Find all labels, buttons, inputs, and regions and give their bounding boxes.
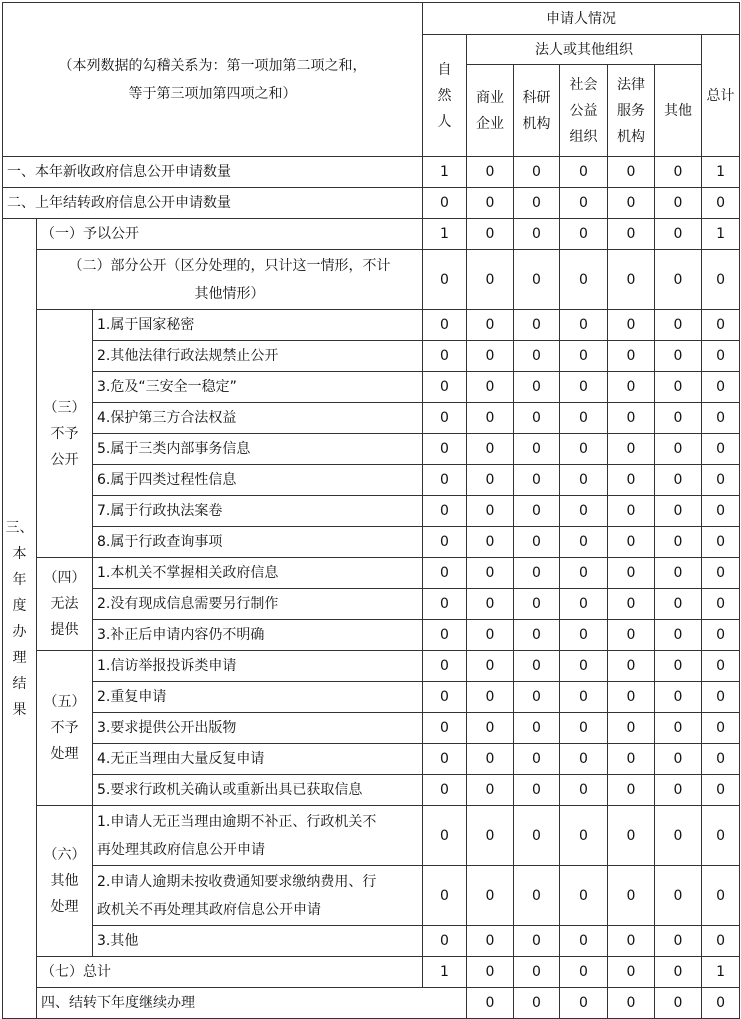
value-cell: 1 [702,957,740,988]
value-cell: 0 [514,806,560,866]
header-commercial: 商业 企业 [467,65,514,157]
value-cell: 0 [423,866,467,926]
value-cell: 0 [467,250,514,310]
value-cell: 0 [702,310,740,341]
value-cell: 0 [467,589,514,620]
value-cell: 0 [655,988,702,1019]
section-results-label: 三、 本 年 度 办 理 结 果 [3,219,37,1019]
value-cell: 0 [608,434,655,465]
value-cell: 0 [655,341,702,372]
value-cell: 0 [423,775,467,806]
value-cell: 0 [560,988,608,1019]
value-cell: 0 [655,651,702,682]
header-note-line2: 等于第三项加第四项之和） [128,85,297,102]
row-label-unable-item: 3.补正后申请内容仍不明确 [93,620,423,651]
value-cell: 0 [560,465,608,496]
value-cell: 0 [702,558,740,589]
header-note [3,3,423,157]
value-cell: 0 [655,558,702,589]
value-cell: 0 [655,957,702,988]
value-cell: 0 [702,806,740,866]
value-cell: 1 [423,219,467,250]
row-label-new-requests: 一、本年新收政府信息公开申请数量 [3,157,423,188]
value-cell: 0 [514,188,560,219]
row-label-full-disclosure: （一）予以公开 [37,219,423,250]
value-cell: 0 [467,157,514,188]
value-cell: 0 [608,713,655,744]
value-cell: 0 [655,496,702,527]
value-cell: 0 [702,465,740,496]
value-cell: 0 [655,310,702,341]
row-label-other-handling-item: 2.申请人逾期未按收费通知要求缴纳费用、行 政机关不再处理其政府信息公开申请 [93,866,423,926]
value-cell: 0 [702,926,740,957]
value-cell: 0 [560,926,608,957]
value-cell: 0 [514,775,560,806]
value-cell: 0 [423,341,467,372]
value-cell: 0 [608,806,655,866]
value-cell: 0 [608,558,655,589]
row-label-not-disclosed-item: 4.保护第三方合法权益 [93,403,423,434]
value-cell: 0 [467,372,514,403]
row-label-partial-disclosure: （二）部分公开（区分处理的，只计这一情形，不计 其他情形） [37,250,423,310]
value-cell: 0 [655,620,702,651]
row-label-other-handling-item: 1.申请人无正当理由逾期不补正、行政机关不 再处理其政府信息公开申请 [93,806,423,866]
group-label-other-handling: （六） 其他 处理 [37,806,93,957]
value-cell: 0 [702,682,740,713]
row-label-not-processed-item: 4.无正当理由大量反复申请 [93,744,423,775]
value-cell: 0 [514,465,560,496]
value-cell: 0 [608,527,655,558]
value-cell: 0 [467,434,514,465]
row-label-results-total: （七）总计 [37,957,423,988]
value-cell: 0 [514,589,560,620]
value-cell: 0 [467,682,514,713]
value-cell: 0 [655,219,702,250]
value-cell: 0 [608,620,655,651]
value-cell: 0 [702,496,740,527]
value-cell: 0 [423,250,467,310]
value-cell: 0 [560,188,608,219]
value-cell: 0 [560,957,608,988]
row-label-not-disclosed-item: 6.属于四类过程性信息 [93,465,423,496]
row-label-not-processed-item: 5.要求行政机关确认或重新出具已获取信息 [93,775,423,806]
value-cell: 0 [423,926,467,957]
value-cell: 0 [655,713,702,744]
value-cell: 0 [423,310,467,341]
value-cell: 0 [608,775,655,806]
value-cell: 0 [560,310,608,341]
value-cell: 0 [608,651,655,682]
value-cell: 0 [608,496,655,527]
value-cell: 1 [423,957,467,988]
value-cell: 0 [423,589,467,620]
value-cell: 0 [514,341,560,372]
value-cell: 0 [467,926,514,957]
value-cell: 0 [514,926,560,957]
value-cell: 0 [423,651,467,682]
value-cell: 0 [702,651,740,682]
value-cell: 0 [467,188,514,219]
value-cell: 0 [608,988,655,1019]
value-cell: 1 [702,157,740,188]
header-other: 其他 [655,65,702,157]
value-cell: 0 [423,496,467,527]
value-cell: 0 [514,682,560,713]
value-cell: 0 [514,157,560,188]
value-cell: 0 [560,589,608,620]
value-cell: 0 [514,620,560,651]
value-cell: 0 [655,926,702,957]
value-cell: 0 [702,434,740,465]
group-label-unable-to-provide: （四） 无法 提供 [37,558,93,651]
value-cell: 0 [514,713,560,744]
value-cell: 0 [702,341,740,372]
value-cell: 0 [560,372,608,403]
row-label-not-disclosed-item: 3.危及“三安全一稳定” [93,372,423,403]
disclosure-statistics-table [2,2,740,1019]
value-cell: 0 [655,527,702,558]
value-cell: 0 [467,866,514,926]
row-label-not-processed-item: 3.要求提供公开出版物 [93,713,423,744]
value-cell: 0 [560,744,608,775]
value-cell: 0 [702,713,740,744]
value-cell: 0 [608,744,655,775]
value-cell: 0 [423,806,467,866]
value-cell: 0 [514,866,560,926]
value-cell: 0 [560,496,608,527]
value-cell: 0 [702,744,740,775]
value-cell: 0 [423,558,467,589]
value-cell: 0 [423,434,467,465]
value-cell: 0 [514,219,560,250]
value-cell: 0 [655,682,702,713]
value-cell: 0 [608,465,655,496]
value-cell: 0 [423,527,467,558]
value-cell: 0 [655,775,702,806]
value-cell: 0 [655,806,702,866]
value-cell: 0 [655,744,702,775]
value-cell: 0 [608,219,655,250]
value-cell: 0 [655,250,702,310]
value-cell: 0 [608,926,655,957]
value-cell: 0 [514,372,560,403]
value-cell: 0 [423,372,467,403]
value-cell: 0 [608,310,655,341]
value-cell: 0 [560,651,608,682]
row-label-unable-item: 1.本机关不掌握相关政府信息 [93,558,423,589]
value-cell: 0 [608,682,655,713]
row-label-other-handling-item: 3.其他 [93,926,423,957]
value-cell: 0 [560,403,608,434]
value-cell: 0 [702,372,740,403]
value-cell: 0 [467,744,514,775]
value-cell: 0 [514,988,560,1019]
value-cell: 0 [560,219,608,250]
row-label-not-disclosed-item: 8.属于行政查询事项 [93,527,423,558]
header-social: 社会 公益 组织 [560,65,608,157]
value-cell: 0 [467,465,514,496]
value-cell: 0 [608,589,655,620]
value-cell: 0 [467,713,514,744]
value-cell: 0 [514,558,560,589]
row-label-unable-item: 2.没有现成信息需要另行制作 [93,589,423,620]
value-cell: 0 [467,219,514,250]
value-cell: 0 [560,775,608,806]
value-cell: 0 [467,527,514,558]
value-cell: 0 [655,866,702,926]
value-cell: 0 [560,341,608,372]
value-cell: 0 [655,372,702,403]
value-cell: 0 [655,188,702,219]
value-cell: 0 [608,341,655,372]
group-label-not-disclosed: （三） 不予 公开 [37,310,93,558]
value-cell: 0 [608,866,655,926]
row-label-not-disclosed-item: 1.属于国家秘密 [93,310,423,341]
value-cell: 0 [514,651,560,682]
value-cell: 0 [423,713,467,744]
value-cell: 0 [608,250,655,310]
value-cell: 0 [560,434,608,465]
value-cell: 0 [702,403,740,434]
value-cell: 0 [514,310,560,341]
value-cell: 0 [423,188,467,219]
value-cell: 0 [423,682,467,713]
header-legal-group: 法人或其他组织 [467,35,702,65]
value-cell: 0 [560,558,608,589]
header-applicant: 申请人情况 [423,3,740,35]
value-cell: 0 [467,403,514,434]
value-cell: 0 [467,558,514,589]
row-label-carry-forward: 四、结转下年度继续办理 [37,988,467,1019]
value-cell: 0 [702,527,740,558]
value-cell: 0 [423,620,467,651]
header-natural-person: 自 然 人 [423,35,467,157]
group-label-not-processed: （五） 不予 处理 [37,651,93,806]
value-cell: 0 [560,527,608,558]
value-cell: 0 [467,310,514,341]
value-cell: 1 [423,157,467,188]
value-cell: 0 [514,744,560,775]
header-note-line1: （本列数据的勾稽关系为：第一项加第二项之和， [58,57,367,74]
value-cell: 1 [702,219,740,250]
row-label-carried-over: 二、上年结转政府信息公开申请数量 [3,188,423,219]
value-cell: 0 [655,434,702,465]
value-cell: 0 [655,157,702,188]
value-cell: 0 [655,589,702,620]
value-cell: 0 [608,403,655,434]
value-cell: 0 [608,157,655,188]
value-cell: 0 [514,403,560,434]
value-cell: 0 [560,250,608,310]
row-label-not-processed-item: 1.信访举报投诉类申请 [93,651,423,682]
value-cell: 0 [608,188,655,219]
value-cell: 0 [514,496,560,527]
value-cell: 0 [423,465,467,496]
header-research: 科研 机构 [514,65,560,157]
value-cell: 0 [560,713,608,744]
value-cell: 0 [467,775,514,806]
value-cell: 0 [655,403,702,434]
value-cell: 0 [702,188,740,219]
value-cell: 0 [467,651,514,682]
value-cell: 0 [467,341,514,372]
header-total: 总计 [702,35,740,157]
value-cell: 0 [514,250,560,310]
value-cell: 0 [560,806,608,866]
value-cell: 0 [560,620,608,651]
value-cell: 0 [423,403,467,434]
value-cell: 0 [467,957,514,988]
row-label-not-disclosed-item: 2.其他法律行政法规禁止公开 [93,341,423,372]
value-cell: 0 [423,744,467,775]
value-cell: 0 [514,434,560,465]
value-cell: 0 [467,496,514,527]
value-cell: 0 [467,988,514,1019]
value-cell: 0 [702,250,740,310]
row-label-not-disclosed-item: 7.属于行政执法案卷 [93,496,423,527]
row-label-not-processed-item: 2.重复申请 [93,682,423,713]
value-cell: 0 [702,589,740,620]
value-cell: 0 [608,957,655,988]
value-cell: 0 [702,620,740,651]
value-cell: 0 [514,527,560,558]
value-cell: 0 [655,465,702,496]
value-cell: 0 [608,372,655,403]
value-cell: 0 [467,620,514,651]
value-cell: 0 [702,775,740,806]
value-cell: 0 [702,988,740,1019]
value-cell: 0 [702,866,740,926]
value-cell: 0 [560,157,608,188]
value-cell: 0 [514,957,560,988]
row-label-not-disclosed-item: 5.属于三类内部事务信息 [93,434,423,465]
header-law: 法律 服务 机构 [608,65,655,157]
value-cell: 0 [560,682,608,713]
value-cell: 0 [560,866,608,926]
value-cell: 0 [467,806,514,866]
